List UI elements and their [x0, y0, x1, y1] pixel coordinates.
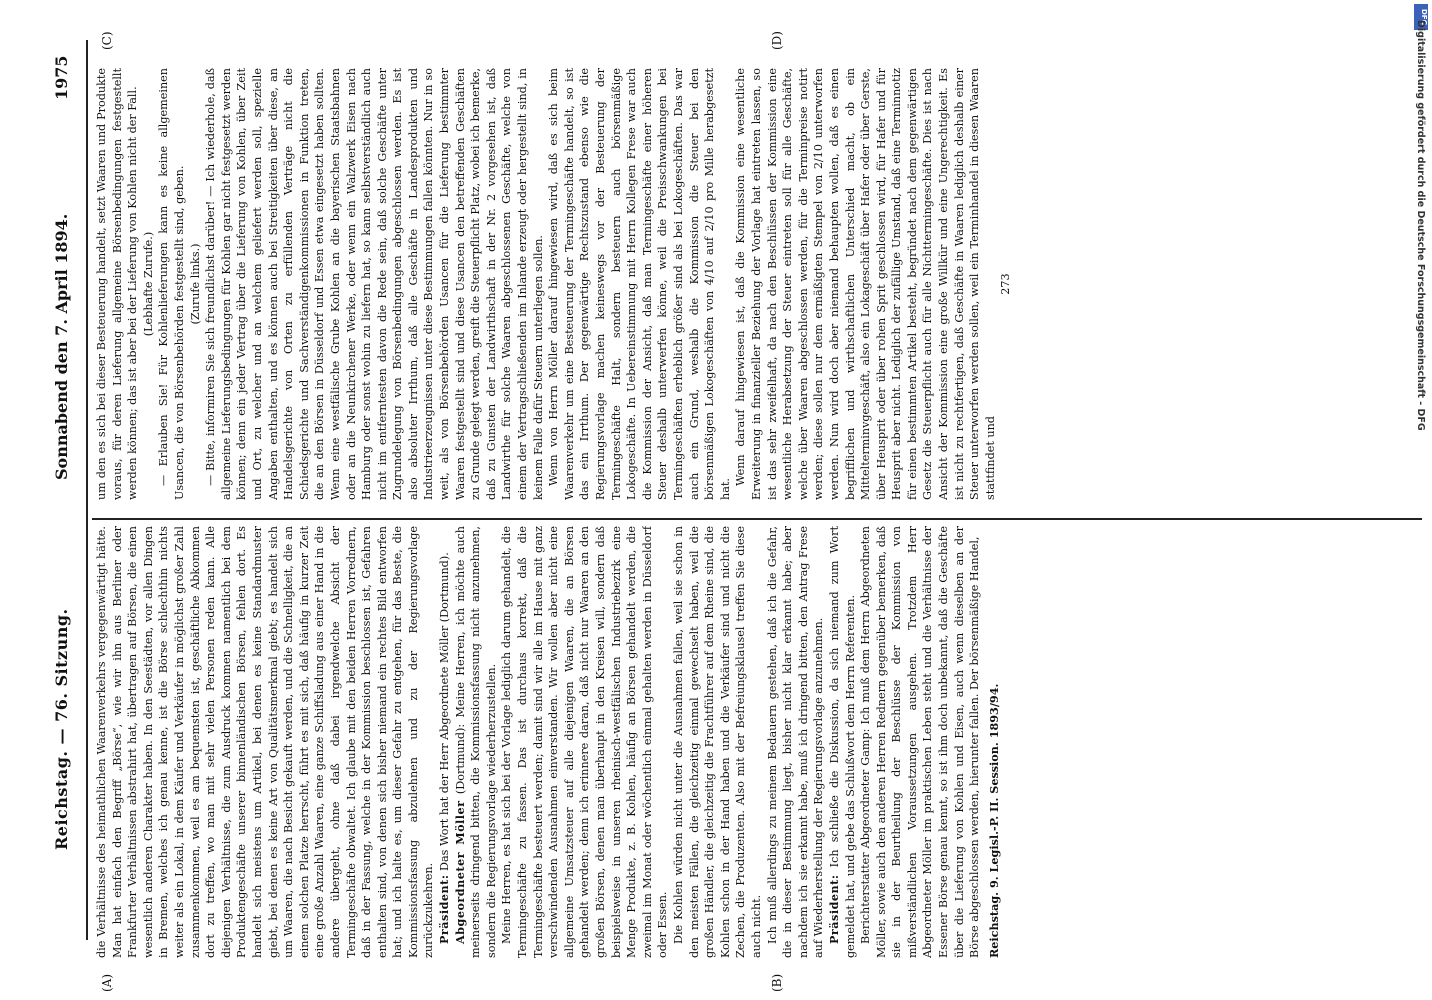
interjection: (Zurufe links.): [188, 243, 202, 325]
rotated-content: [40, 20, 1430, 1000]
left-column: [94, 526, 1412, 958]
paragraph: — Bitte, informiren Sie sich freundlichst darüber! — Ich wiederhole, daß allgemeine Lieferungsbedingungen für Kohlen gar nicht festgesetzt werden können; denn ein jeder Vertrag über die Lieferung von Kohlen, über Zeit und Ort, zu welcher und an welchem geliefert werden soll, spezielle Angaben enthalten, und es können auch bei Streitigkeiten über diese, an Handelsgerichte von Orten zu erfüllenden Verträge nicht die Schiedsgerichte und Sachverständigenkommissionen in Funktion treten, die an den Börsen in Düsseldorf und Essen etwa eingesetzt haben sollten. Wenn eine westfälische Grube Kohlen an die bayerischen Staatsbahnen oder an die Neunkirchener Werke, oder wenn ein Walzwerk Eisen nach Hamburg oder sonst wohin zu liefern hat, so kann selbstverständlich auch nicht im entferntesten davon die Rede sein, daß solche Geschäfte unter Zugrundelegung von Börsenbedingungen abgeschlossen werden. Es ist also absoluter Irrthum, daß alle Geschäfte in Landesprodukten und Industrieerzeugnissen unter diese Bestimmungen fallen könnten. Nur in so weit, als von Börsenbehörden Usancen für die Lieferung bestimmter Waaren festgestellt sind und diese Usancen den betreffenden Geschäften zu Grunde gelegt werden, greift die Steuerpflicht Platz, wobei ich bemerke, daß zu Gunsten der Landwirthschaft in der Nr. 2 vorgesehen ist, daß Landwirthe für solche Waaren abgeschlossenen Geschäfte, welche von einem der Vertragschließenden im Inlande erzeugt oder hergestellt sind, in keinem Falle dafür Steuern unterliegen sollen.: [204, 68, 545, 500]
footer-session: Reichstag. 9. Legisl.-P. II. Session. 1893/94.: [986, 683, 1001, 958]
statement-text: Ich schließe die Diskussion, da sich niemand zum Wort gemeldet hat, und gebe das Schlußwort dem Herrn Referenten.: [827, 526, 857, 958]
speaker: Abgeordneter Möller: [452, 800, 467, 944]
paragraph: Ich muß allerdings zu meinem Bedauern gestehen, daß ich die Gefahr, die in dieser Bestimmung liegt, bisher nicht klar erkannt habe; aber nachdem ich sie erkannt habe, muß ich dringend bitten, den Antrag Frese auf Wiederherstellung der Regierungsvorlage anzunehmen.: [765, 526, 826, 958]
paragraph: Meine Herren, es hat sich bei der Vorlage lediglich darum gehandelt, die Termingeschäfte zu fassen. Das ist durchaus korrekt, daß die Termingeschäfte besteuert werden; damit sind wir alle im Hause mit ganz verschwindenden Ausnahmen einverstanden. Wir wollen aber nicht eine allgemeine Umsatzsteuer auf alle diejenigen Waaren, die an Börsen gehandelt werden; denn ich erinnere daran, daß nicht nur Waaren an den großen Börsen, denen man überhaupt in den Kreisen will, sondern daß beispielsweise in unseren rheinisch-westfälischen Industriebezirk eine Menge Produkte, z. B. Kohlen, häufig an Börsen gehandelt werden, die zweimal im Monat oder wöchentlich einmal gehalten werden in Düsseldorf oder Essen.: [500, 526, 670, 958]
dfg-logo: DFG: [1414, 4, 1428, 30]
right-column: [94, 68, 1412, 500]
paragraph: — Erlauben Sie! Für Kohlenlieferungen kann es keine allgemeinen Usancen, die von Börsenbehörden festgestellt sind, geben.: [157, 68, 186, 500]
paragraph: Wenn darauf hingewiesen ist, daß die Kommission eine wesentliche Erweiterung in finanzieller Beziehung der Vorlage hat eintreten lassen, so ist das sehr zweifelhaft, da nach den Beschlüssen der Kommission eine wesentliche Herabsetzung der Steuer eintreten soll für alle Geschäfte, welche über Waaren abgeschlossen werden, für die Terminpreise notirt werden; diese sollen nur dem ermäßigten Stempel von 2/10 unterworfen werden. Nun wird doch aber niemand behaupten wollen, daß es einen begrifflichen und wirthschaftlichen Unterschied macht, ob ein Mittelterminvgeschäft, also ein Lokageschäft über Hafer oder über Gerste, über Heusprit oder über rohen Sprit geschlossen wird, für Hafer und für Heusprit aber nicht. Lediglich der zufällige Umstand, daß eine Terminnotiz für einen bestimmten Artikel besteht, begründet nach dem gegenwärtigen Gesetz die Steuerpflicht auch für alle Nichttermingeschäfte. Dies ist nach Ansicht der Kommission eine große Willkür und eine Ungerechtigkeit. Es ist nicht zu rechtfertigen, daß Geschäfte in Waaren lediglich deshalb einer Steuer unterworfen werden sollen, weil ein Terminhandel in diesen Waaren stattfindet und: [734, 68, 997, 500]
margin-mark-c: (C): [100, 31, 114, 50]
interjection: (Lebhafte Zurufe.): [141, 231, 155, 337]
margin-mark-d: (D): [770, 31, 784, 50]
speaker: Präsident:: [437, 874, 452, 944]
running-header: [46, 20, 86, 1000]
speaker: Präsident:: [826, 874, 841, 944]
page-signature: 273: [999, 273, 1013, 295]
paragraph: Wenn von Herrn Möller darauf hingewiesen wird, daß es sich beim Waarenverkehr um eine Besteuerung der Termingeschäfte handelt, so ist das ein Irrthum. Der gegenwärtige Rechtszustand ebenso wie die Regierungsvorlage machen keineswegs vor der Besteuerung der Termingeschäfte Halt, sondern besteuern auch börsenmäßige Lokogeschäfte. In Uebereinstimmung mit Herrn Kollegen Frese war auch die Kommission der Ansicht, daß man Termingeschäfte einer höheren Steuer deshalb unterwerfen könne, weil die Preisschwankungen bei Termingeschäften erheblich größer sind als bei Lokogeschäften. Das war auch ein Grund, weshalb die Kommission die Steuer bei den börsenmäßigen Lokogeschäften von 4/10 auf 2/10 pro Mille herabgesetzt hat.: [547, 68, 732, 500]
header-rule: [86, 40, 88, 940]
statement-text: Das Wort hat der Herr Abgeordnete Möller (Dortmund).: [438, 552, 452, 871]
column-separator: [92, 518, 1422, 520]
digitization-note-text: Digitalisierung gefördert durch die Deutsche Forschungsgemeinschaft - DFG: [1415, 20, 1426, 431]
header-left: Reichstag. — 76. Sitzung.: [52, 608, 71, 850]
margin-mark-b: (B): [770, 973, 784, 992]
header-date: Sonnabend den 7. April 1894.: [52, 213, 71, 480]
paragraph: die Verhältnisse des heimathlichen Waarenverkehrs vergegenwärtigt hätte. Man hat einfach den Begriff „Börse“, wie wir ihn aus Berliner oder Frankfurter Verhältnissen abstrahirt hat, übertragen auf Börsen, die einen wesentlich anderen Charakter haben. In den Seestädten, vor allen Dingen in Bremen, welches ich genau kenne, ist die Börse schlechthin nichts weiter als ein Lokal, in dem Käufer und Verkäufer in möglichst großer Zahl zusammenkommen, weil es am bequemsten ist, geschäftliche Abkommen dort zu treffen, wo man mit sehr vielen Personen reden kann. Alle diejenigen Verhältnisse, die zum Ausdruck kommen namentlich bei dem Produktengeschäfte unserer binnenländischen Börsen, fehlen dort. Es handelt sich meistens um Artikel, bei denen es keine Standardmuster giebt, bei denen es keine Art von Qualitätsmerkmal giebt; es handelt sich um Waaren, die nach Besicht gekauft werden, und die Schnelligkeit, die an einem solchen Platze herrscht, führt es mit sich, daß häufig in kurzer Zeit eine große Anzahl Waaren, eine ganze Schiffsladung aus einer Hand in die andere übergeht, ohne daß dabei irgendwelche Absicht der Termingeschäfte obwaltet. Ich glaube mit den beiden Herren Vorrednern, daß in der Fassung, welche in der Kommission beschlossen ist, Gefahren enthalten sind, von denen sich bisher niemand ein rechtes Bild entworfen hat; und ich halte es, um dieser Gefahr zu entgehen, für das Beste, die Kommissionsfassung abzulehnen und zu der Regierungsvorlage zurückzukehren.: [95, 526, 436, 958]
paragraph: um den es sich bei dieser Besteuerung handelt, setzt Waaren und Produkte voraus, für deren Lieferung allgemeine Börsenbedingungen festgestellt werden können; das ist aber bei der Lieferung von Kohlen nicht der Fall.: [95, 68, 140, 500]
paragraph: Berichterstatter Abgeordneter Gamp: Ich muß dem Herrn Abgeordneten Möller, sowie auch den anderen Herren Rednern gegenüber bemerken, daß sie in der Beurtheilung der Beschlüsse der Kommission von mißverständlichen Voraussetzungen ausgehen. Trotzdem Herr Abgeordneter Möller im praktischen Leben steht und die Verhältnisse der Essener Börse genau kennt, so ist ihm doch unbekannt, daß die Geschäfte über die Lieferung von Kohlen und Eisen, auch wenn dieselben an der Börse abgeschlossen werden, hierunter fallen. Der börsenmäßige Handel,: [859, 526, 982, 958]
paragraph: Meine Herren, ich möchte auch meinerseits dringend bitten, die Kommissionsfassung nicht anzunehmen, sondern die Regierungsvorlage wiederherzustellen.: [453, 526, 498, 958]
margin-mark-a: (A): [100, 973, 114, 992]
page-number: 1975: [52, 55, 71, 100]
speaker-constituency: (Dortmund):: [453, 723, 467, 795]
president-statement: [827, 526, 858, 958]
speaker-intro: [453, 526, 500, 958]
paragraph: Die Kohlen würden nicht unter die Ausnahmen fallen, weil sie schon in den meisten Fällen, die gleichzeitig einmal gewechselt haben, weil die großen Händler, die gleichzeitig die Frachtführer auf dem Rheine sind, die Kohlen schon in der Hand haben und die Verkäufer sind und nicht die Zechen, die Produzenten. Also mit der Befreiungsklausel treffen Sie diese auch nicht.: [671, 526, 763, 958]
president-statement: [437, 526, 453, 958]
